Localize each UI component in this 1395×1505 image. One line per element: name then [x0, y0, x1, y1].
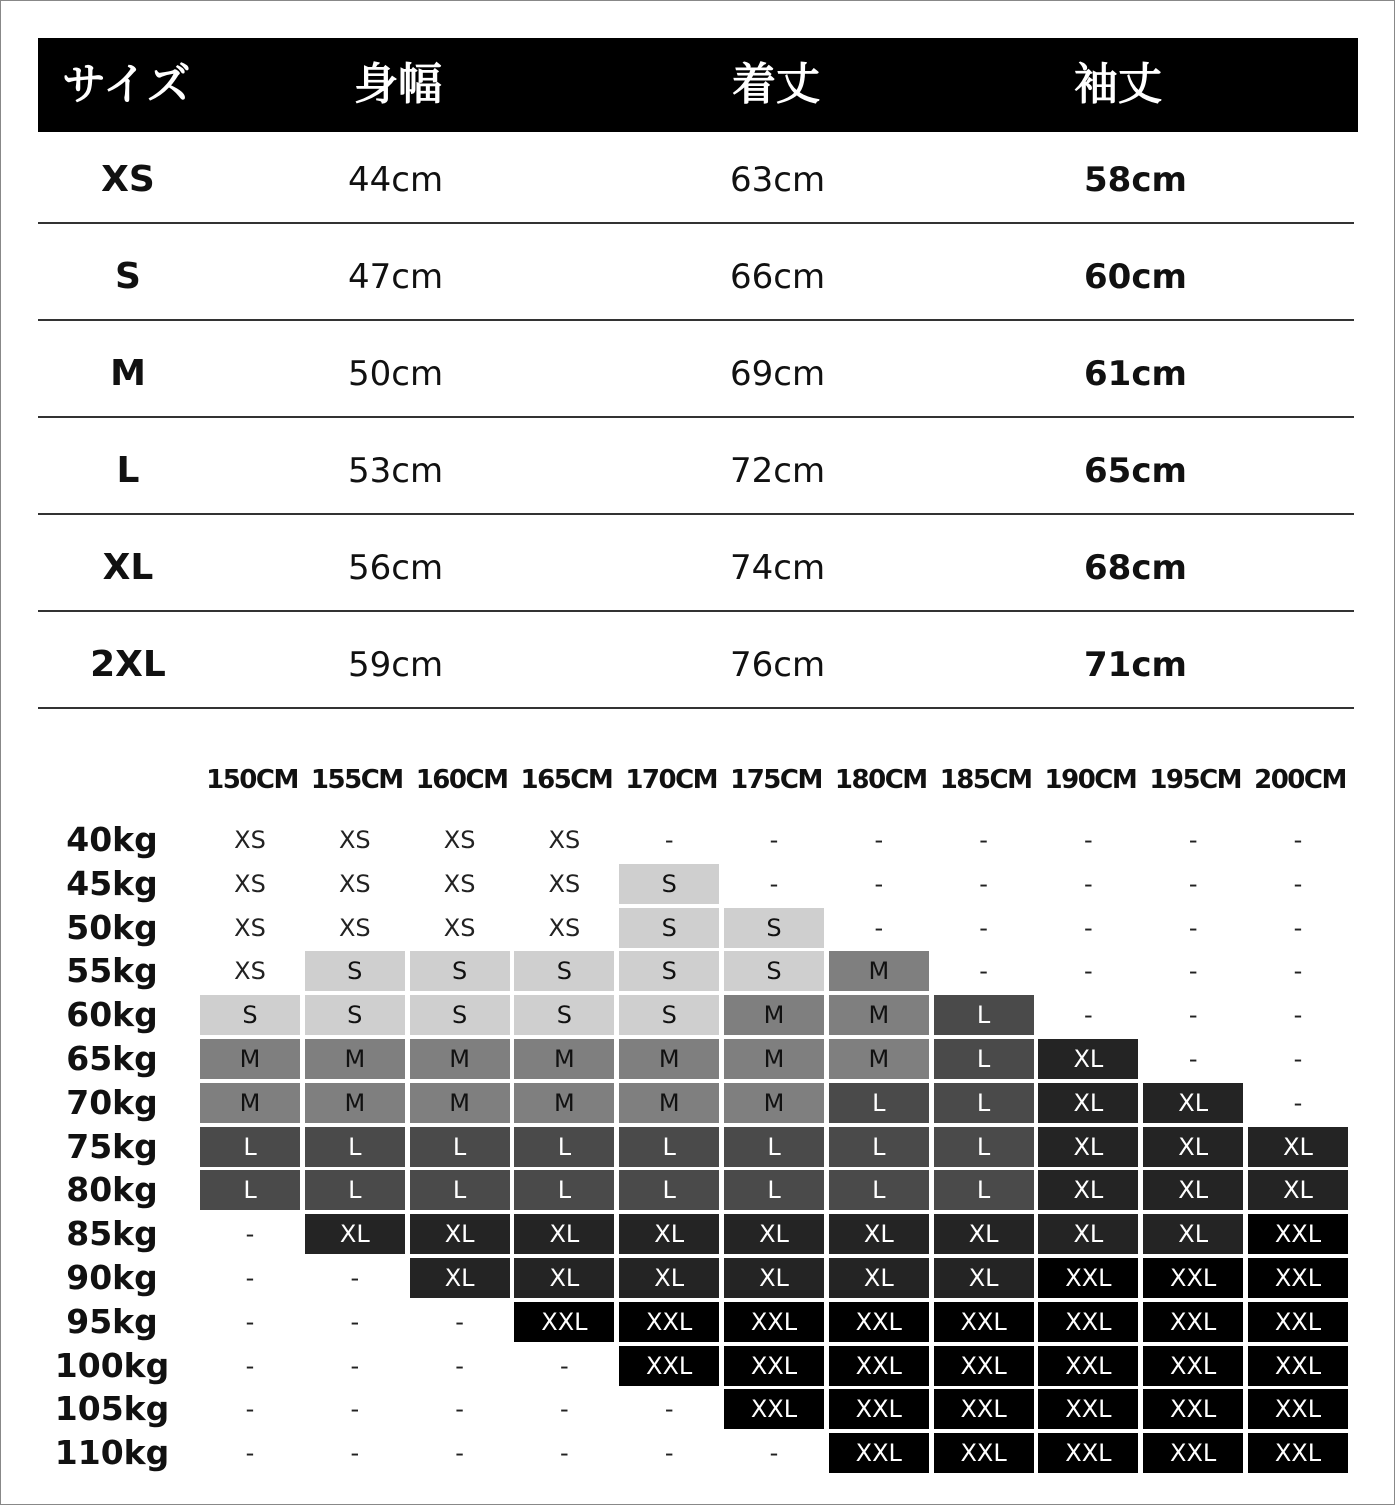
size-cell: XS	[234, 826, 266, 854]
size-cell: -	[1084, 1001, 1093, 1030]
height-column-label: 180CM	[834, 765, 927, 795]
size-cell: L	[829, 1127, 929, 1167]
size-cell: M	[305, 1083, 405, 1123]
size-cell: -	[1188, 957, 1198, 986]
size-cell: -	[1293, 913, 1303, 942]
size-cell: M	[724, 1083, 824, 1123]
size-label: 2XL	[90, 644, 166, 685]
size-cell: XS	[443, 826, 476, 854]
size-cell: L	[934, 1127, 1034, 1167]
size-cell: XL	[829, 1258, 929, 1298]
size-cell: XL	[514, 1258, 614, 1298]
size-cell: XL	[1143, 1127, 1243, 1167]
size-cell: -	[560, 1395, 569, 1424]
weight-row-label: 100kg	[54, 1345, 170, 1385]
size-cell: -	[979, 869, 988, 898]
size-cell: XL	[934, 1214, 1034, 1254]
size-row	[38, 520, 1354, 616]
size-cell: S	[514, 951, 614, 991]
size-cell: -	[769, 826, 779, 854]
size-cell: XS	[234, 957, 266, 986]
size-cell: S	[724, 908, 824, 948]
size-cell: XS	[338, 826, 371, 854]
weight-row-label: 85kg	[66, 1214, 158, 1254]
size-cell: S	[305, 951, 405, 991]
size-cell: XL	[514, 1214, 614, 1254]
header-size: サイズ	[62, 59, 191, 110]
size-cell: M	[829, 1039, 929, 1079]
size-cell: -	[979, 826, 988, 854]
size-cell: XXL	[724, 1302, 824, 1342]
size-cell: S	[619, 864, 719, 904]
sleeve-value: 61cm	[1084, 354, 1187, 394]
size-cell: XL	[410, 1214, 510, 1254]
size-cell: L	[305, 1127, 405, 1167]
size-cell: M	[410, 1039, 510, 1079]
size-cell: XXL	[934, 1389, 1034, 1429]
size-cell: M	[619, 1083, 719, 1123]
size-cell: -	[664, 826, 674, 854]
size-cell: -	[1084, 826, 1093, 854]
size-cell: M	[829, 951, 929, 991]
weight-row-label: 95kg	[66, 1301, 158, 1341]
height-column-label: 165CM	[520, 765, 613, 795]
size-cell: L	[934, 1170, 1034, 1210]
size-cell: S	[410, 995, 510, 1035]
size-cell: L	[305, 1170, 405, 1210]
height-column-label: 185CM	[939, 765, 1032, 795]
size-cell: -	[455, 1351, 464, 1380]
size-cell: -	[245, 1307, 255, 1336]
size-cell: XXL	[934, 1346, 1034, 1386]
size-cell: -	[455, 1439, 464, 1468]
size-cell: -	[1293, 1001, 1303, 1030]
size-cell: XXL	[619, 1346, 719, 1386]
chest-width-value: 44cm	[348, 160, 444, 200]
size-cell: XL	[724, 1258, 824, 1298]
row-divider	[38, 610, 1354, 612]
size-cell: -	[1293, 957, 1303, 986]
size-label: S	[115, 256, 141, 297]
height-column-label: 195CM	[1149, 765, 1242, 795]
size-cell: -	[350, 1264, 360, 1292]
chest-width-value: 56cm	[348, 548, 444, 588]
row-divider	[38, 319, 1354, 321]
size-cell: -	[245, 1351, 255, 1380]
size-cell: L	[934, 1083, 1034, 1123]
size-cell: XXL	[1143, 1433, 1243, 1473]
size-cell: XXL	[1038, 1302, 1138, 1342]
size-cell: XS	[443, 913, 476, 942]
size-cell: XXL	[829, 1433, 929, 1473]
row-divider	[38, 416, 1354, 418]
size-cell: XXL	[1143, 1346, 1243, 1386]
size-cell: M	[514, 1039, 614, 1079]
weight-row-label: 75kg	[66, 1126, 158, 1166]
size-cell: -	[1293, 869, 1303, 898]
weight-row-label: 55kg	[66, 951, 158, 991]
weight-row-label: 80kg	[66, 1170, 158, 1210]
size-cell: XXL	[1248, 1214, 1348, 1254]
size-cell: XL	[1038, 1170, 1138, 1210]
size-cell: -	[560, 1351, 569, 1380]
size-label: L	[116, 450, 140, 491]
weight-row-label: 105kg	[54, 1389, 170, 1429]
size-cell: M	[619, 1039, 719, 1079]
size-cell: -	[1293, 826, 1303, 854]
size-cell: XL	[829, 1214, 929, 1254]
size-cell: XS	[234, 913, 266, 942]
size-cell: L	[724, 1170, 824, 1210]
size-cell: XL	[1248, 1127, 1348, 1167]
size-cell: M	[200, 1083, 300, 1123]
height-column-label: 160CM	[415, 765, 508, 795]
size-cell: XXL	[1248, 1433, 1348, 1473]
weight-row-label: 110kg	[54, 1433, 170, 1473]
size-cell: S	[724, 951, 824, 991]
size-cell: -	[245, 1220, 255, 1249]
height-column-label: 200CM	[1254, 765, 1346, 795]
size-cell: XXL	[1248, 1258, 1348, 1298]
sleeve-value: 60cm	[1084, 257, 1187, 297]
size-cell: XS	[548, 826, 581, 854]
size-cell: L	[514, 1170, 614, 1210]
size-cell: -	[245, 1395, 255, 1424]
size-cell: XXL	[829, 1346, 929, 1386]
size-label: XL	[102, 547, 154, 588]
height-column-label: 175CM	[730, 765, 822, 795]
size-cell: -	[350, 1439, 360, 1468]
size-cell: -	[769, 1439, 779, 1468]
size-cell: XXL	[829, 1389, 929, 1429]
length-value: 74cm	[730, 548, 826, 588]
length-value: 72cm	[730, 451, 826, 491]
chest-width-value: 50cm	[348, 354, 444, 394]
sleeve-value: 68cm	[1084, 548, 1187, 588]
size-cell: -	[1188, 1001, 1198, 1030]
size-cell: S	[619, 951, 719, 991]
weight-row-label: 70kg	[66, 1082, 158, 1122]
size-cell: L	[514, 1127, 614, 1167]
size-cell: XL	[1143, 1083, 1243, 1123]
size-cell: XXL	[724, 1389, 824, 1429]
size-cell: -	[245, 1264, 255, 1292]
size-cell: M	[410, 1083, 510, 1123]
size-cell: -	[874, 869, 884, 898]
size-cell: XS	[338, 869, 371, 898]
size-cell: XL	[619, 1258, 719, 1298]
header-length: 着丈	[732, 59, 820, 110]
size-row	[38, 423, 1354, 519]
size-cell: XXL	[829, 1302, 929, 1342]
chest-width-value: 47cm	[348, 257, 444, 297]
size-cell: -	[1188, 913, 1198, 942]
chest-width-value: 59cm	[348, 645, 444, 685]
size-cell: XXL	[1143, 1302, 1243, 1342]
size-cell: XL	[410, 1258, 510, 1298]
size-cell: XXL	[1143, 1258, 1243, 1298]
size-cell: S	[410, 951, 510, 991]
sleeve-value: 65cm	[1084, 451, 1187, 491]
size-cell: XL	[934, 1258, 1034, 1298]
weight-row-label: 65kg	[66, 1039, 158, 1078]
size-cell: L	[619, 1127, 719, 1167]
length-value: 69cm	[730, 354, 826, 394]
header-chest-width: 身幅	[354, 59, 442, 110]
size-cell: XXL	[1248, 1389, 1348, 1429]
size-cell: XXL	[1038, 1389, 1138, 1429]
size-cell: M	[514, 1083, 614, 1123]
size-cell: -	[1084, 913, 1093, 942]
size-cell: XXL	[619, 1302, 719, 1342]
size-cell: S	[619, 908, 719, 948]
size-cell: -	[874, 913, 884, 942]
length-value: 76cm	[730, 645, 826, 685]
size-cell: -	[664, 1395, 674, 1424]
size-cell: XS	[338, 913, 371, 942]
size-cell: XXL	[1038, 1258, 1138, 1298]
size-cell: XXL	[1248, 1302, 1348, 1342]
size-cell: XL	[1038, 1083, 1138, 1123]
length-value: 63cm	[730, 160, 826, 200]
size-cell: -	[1084, 957, 1093, 986]
size-cell: L	[619, 1170, 719, 1210]
height-column-label: 170CM	[625, 765, 718, 795]
size-cell: -	[769, 869, 779, 898]
size-cell: XL	[1143, 1170, 1243, 1210]
size-cell: -	[1188, 826, 1198, 854]
size-cell: XL	[1038, 1214, 1138, 1254]
sleeve-value: 58cm	[1084, 160, 1187, 200]
size-cell: -	[350, 1307, 360, 1336]
size-cell: S	[305, 995, 405, 1035]
size-cell: XXL	[1038, 1433, 1138, 1473]
size-cell: XL	[305, 1214, 405, 1254]
weight-row-label: 90kg	[66, 1258, 158, 1297]
size-cell: -	[979, 913, 988, 942]
size-cell: XL	[1038, 1127, 1138, 1167]
size-cell: -	[979, 957, 988, 986]
size-cell: S	[619, 995, 719, 1035]
height-column-label: 155CM	[310, 765, 403, 795]
size-cell: -	[455, 1307, 464, 1336]
size-cell: M	[200, 1039, 300, 1079]
size-cell: XL	[1248, 1170, 1348, 1210]
size-cell: L	[410, 1127, 510, 1167]
size-cell: XXL	[724, 1346, 824, 1386]
size-label: XS	[101, 159, 155, 200]
weight-row-label: 45kg	[66, 863, 158, 903]
chest-width-value: 53cm	[348, 451, 444, 491]
size-cell: XXL	[1143, 1389, 1243, 1429]
row-divider	[38, 513, 1354, 515]
size-cell: -	[1188, 1045, 1198, 1073]
size-cell: L	[200, 1127, 300, 1167]
size-cell: -	[664, 1439, 674, 1468]
size-cell: -	[560, 1439, 569, 1468]
weight-row-label: 60kg	[66, 995, 158, 1035]
size-cell: XXL	[514, 1302, 614, 1342]
size-cell: L	[934, 1039, 1034, 1079]
size-row	[38, 229, 1354, 325]
size-cell: XS	[548, 913, 581, 942]
size-cell: -	[1293, 1088, 1303, 1117]
size-cell: XL	[619, 1214, 719, 1254]
size-row	[38, 132, 1354, 228]
size-cell: XXL	[934, 1433, 1034, 1473]
size-cell: L	[724, 1127, 824, 1167]
size-cell: -	[350, 1395, 360, 1424]
size-cell: XXL	[1248, 1346, 1348, 1386]
size-cell: XXL	[1038, 1346, 1138, 1386]
size-cell: XS	[443, 869, 476, 898]
height-column-label: 150CM	[206, 765, 298, 795]
size-cell: XS	[548, 869, 581, 898]
size-cell: -	[350, 1351, 360, 1380]
size-cell: -	[1188, 869, 1198, 898]
size-cell: XL	[724, 1214, 824, 1254]
header-sleeve: 袖丈	[1074, 59, 1162, 110]
size-cell: -	[245, 1439, 255, 1468]
size-cell: M	[724, 995, 824, 1035]
size-cell: -	[1293, 1045, 1303, 1073]
size-cell: M	[724, 1039, 824, 1079]
row-divider	[38, 222, 1354, 224]
height-column-label: 190CM	[1044, 765, 1137, 795]
size-cell: L	[934, 995, 1034, 1035]
weight-row-label: 50kg	[66, 907, 158, 947]
size-row	[38, 326, 1354, 422]
size-table-header	[38, 38, 1358, 132]
size-cell: L	[200, 1170, 300, 1210]
size-cell: L	[829, 1083, 929, 1123]
size-cell: L	[829, 1170, 929, 1210]
size-row	[38, 617, 1354, 713]
size-cell: -	[874, 826, 884, 854]
sleeve-value: 71cm	[1084, 645, 1187, 685]
size-cell: XL	[1038, 1039, 1138, 1079]
size-cell: L	[410, 1170, 510, 1210]
size-cell: M	[829, 995, 929, 1035]
size-cell: S	[200, 995, 300, 1035]
size-cell: -	[455, 1395, 464, 1424]
size-cell: M	[305, 1039, 405, 1079]
length-value: 66cm	[730, 257, 826, 297]
size-cell: XS	[234, 869, 266, 898]
weight-row-label: 40kg	[66, 820, 158, 859]
size-label: M	[110, 353, 146, 394]
size-cell: -	[1084, 869, 1093, 898]
row-divider	[38, 707, 1354, 709]
size-cell: XXL	[934, 1302, 1034, 1342]
size-cell: XL	[1143, 1214, 1243, 1254]
size-cell: S	[514, 995, 614, 1035]
